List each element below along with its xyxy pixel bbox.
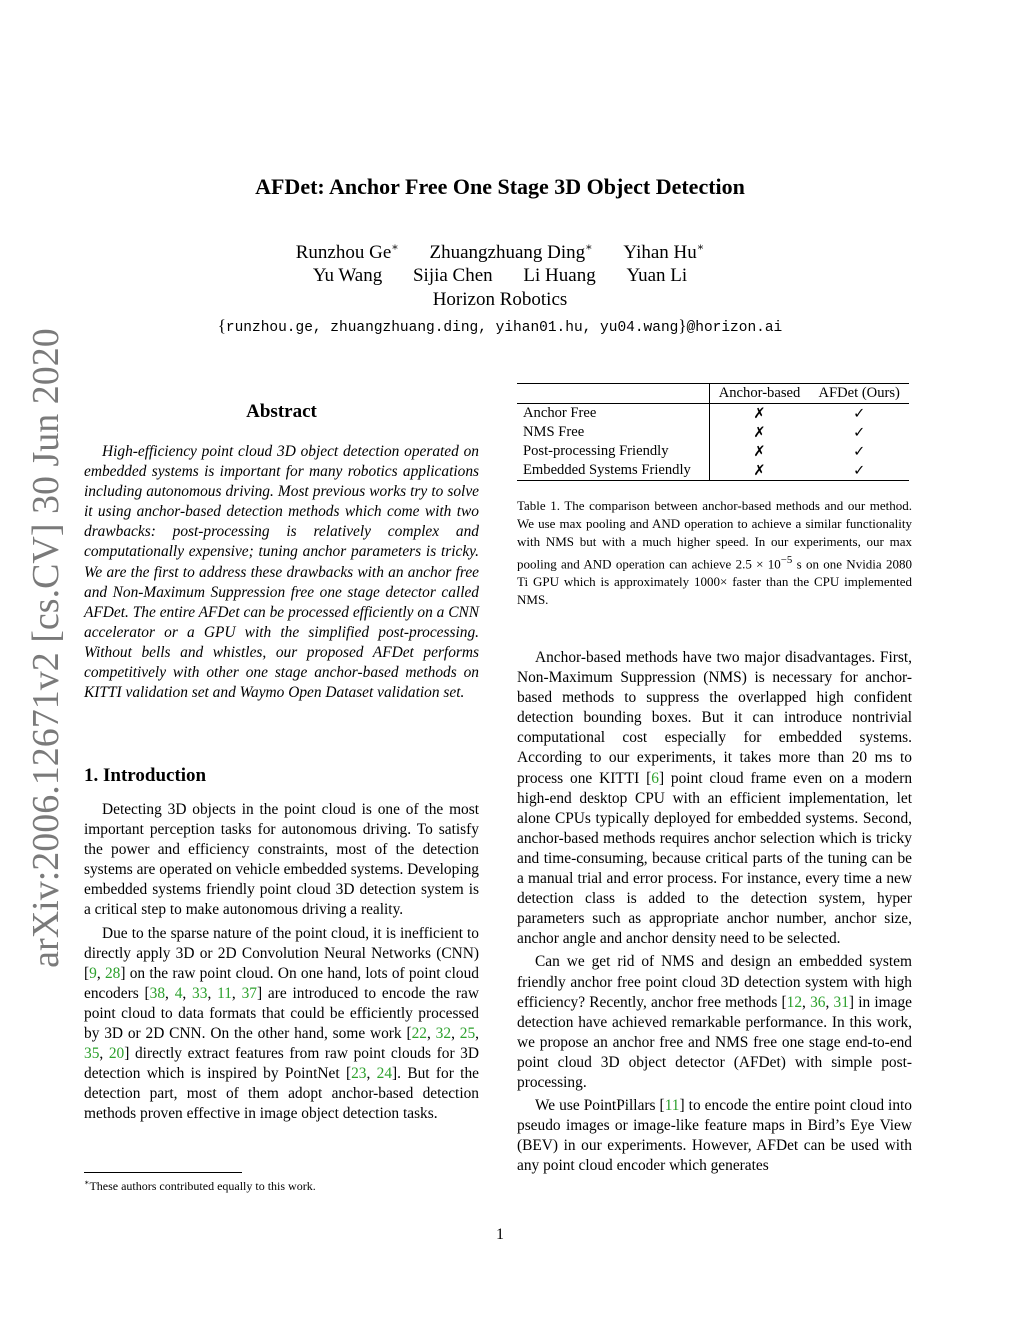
check-mark: ✓: [853, 405, 866, 422]
authors-line-2: [0, 265, 1000, 287]
table-row: [517, 442, 909, 461]
citation-link[interactable]: 28: [104, 964, 121, 982]
paragraph: Detecting 3D objects in the point cloud is one of the most important perception tasks for autonomous driving. To satisfy the power and efficiency constraints, most of the detection systems are operated on vehicle embedded systems. Developing embedded systems friendly point cloud 3D detection system is a critical step to make autonomous driving a reality.: [84, 801, 479, 919]
cross-mark: ✗: [753, 405, 766, 422]
citation-link[interactable]: 4: [174, 984, 183, 1002]
table-header-cell: AFDet (Ours): [818, 385, 900, 401]
citation-link[interactable]: 6: [651, 769, 659, 787]
footnote: ∗These authors contributed equally to this work.: [84, 1178, 316, 1193]
citation-link[interactable]: 38: [149, 984, 166, 1002]
paper-title: AFDet: Anchor Free One Stage 3D Object Detection: [255, 174, 745, 199]
author: Yihan Hu∗: [623, 242, 705, 264]
check-mark: ✓: [853, 424, 866, 441]
citation-link[interactable]: 35: [84, 1045, 100, 1063]
citation-link[interactable]: 22: [411, 1025, 427, 1043]
table-caption: Table 1. The comparison between anchor-based methods and our method. We use max pooling and AND operation to achieve a similar functionality with NMS but with a much higher speed. In our experiments, our max pooling and AND operation can achieve $2.5 \times 10^{-5}$ s on one Nvidia 2080 Ti GPU which is approximately 1000× faster than the CPU implemented NMS.: [517, 498, 912, 608]
table-header-row: [517, 384, 909, 404]
paragraph: Due to the sparse nature of the point cloud, it is inefficient to directly apply 3D or 2D Convolution Neural Networks (CNN) [9, 28] on the raw point cloud. On one hand, lots of point cloud encoders [38, 4, 33, 11, 37] are introduced to encode the raw point cloud to data formats that could be efficiently processed by 3D or 2D CNN. On the other hand, some work [22, 32, 25, 35, 20] directly extract features from raw point clouds for 3D detection which is inspired by PointNet [23, 24]. But for the detection part, most of them adopt anchor-based detection methods proven effective in image object detection tasks.: [84, 924, 479, 1123]
citation-link[interactable]: 20: [108, 1045, 125, 1063]
citation-link[interactable]: 11: [217, 984, 232, 1002]
author: Zhuangzhuang Ding∗: [429, 242, 593, 264]
table-row-label: Embedded Systems Friendly: [517, 461, 709, 481]
authors-line-1: [0, 241, 1000, 264]
cross-mark: ✗: [753, 462, 766, 479]
abstract-text: High-efficiency point cloud 3D object detection operated on embedded systems is important for many robotics applications including autonomous driving. Most previous works try to solve it using anchor-based detection methods which come with two drawbacks: post-processing is relatively complex and computationally expensive; tuning anchor parameters is tricky. We are the first to address these drawbacks with an anchor free and Non-Maximum Suppression free one stage detector called AFDet. The entire AFDet can be processed efficiently on a CNN accelerator or a GPU with the simplified post-processing. Without bells and whistles, our proposed AFDet performs competitively with other one stage anchor-based methods on KITTI validation set and Waymo Open Dataset validation set.: [84, 443, 479, 702]
abstract-heading: Abstract: [246, 401, 317, 422]
page-number: 1: [496, 1226, 504, 1243]
right-column-body: [517, 648, 912, 1179]
citation-link[interactable]: 24: [376, 1065, 393, 1083]
comparison-table: [517, 383, 909, 481]
paragraph: We use PointPillars [11] to encode the entire point cloud into pseudo images or image-like feature maps in Bird’s Eye View (BEV) in our experiments. However, AFDet can be used with any point cloud encoder which generates: [517, 1097, 912, 1175]
author-emails: {runzhou.ge, zhuangzhuang.ding, yihan01.hu, yu04.wang}@horizon.ai: [217, 316, 783, 336]
citation-link[interactable]: 31: [833, 993, 849, 1011]
table-row: [517, 423, 909, 442]
check-mark: ✓: [853, 443, 866, 460]
affiliation: Horizon Robotics: [432, 289, 568, 310]
citation-link[interactable]: 25: [459, 1025, 476, 1043]
citation-link[interactable]: 37: [241, 984, 257, 1002]
cross-mark: ✗: [753, 424, 766, 441]
footnote-rule: [84, 1172, 242, 1173]
citation-link[interactable]: 11: [664, 1097, 680, 1115]
cross-mark: ✗: [753, 443, 766, 460]
author: Sijia Chen: [412, 265, 493, 286]
table-row-label: NMS Free: [517, 423, 709, 442]
check-mark: ✓: [853, 462, 866, 479]
paragraph: Can we get rid of NMS and design an embedded system friendly anchor free point cloud 3D detection system with high efficiency? Recently, anchor free methods [12, 36, 31] in image detection have achieved remarkable performance. In this work, we propose an anchor free and NMS free one stage end-to-end point cloud 3D object detector (AFDet) with simple post-processing.: [517, 953, 912, 1091]
citation-link[interactable]: 23: [351, 1065, 367, 1083]
arxiv-identifier: arXiv:2006.12671v2 [cs.CV] 30 Jun 2020: [25, 328, 67, 968]
citation-link[interactable]: 32: [435, 1025, 452, 1043]
citation-link[interactable]: 12: [786, 993, 803, 1011]
table-header-cell: Anchor-based: [718, 385, 801, 401]
citation-link[interactable]: 33: [192, 984, 208, 1002]
left-column-body: [84, 800, 479, 1128]
author: Li Huang: [523, 265, 596, 286]
author: Yuan Li: [626, 265, 688, 286]
author: Yu Wang: [312, 265, 383, 286]
table-header-cell: [517, 384, 709, 404]
paragraph: Anchor-based methods have two major disadvantages. First, Non-Maximum Suppression (NMS) is necessary for anchor-based methods to suppress the overlapped high confident detection bounding boxes. But it can introduce nontrivial computational cost especially for embedded systems. According to our experiments, it takes more than 20 ms to process one KITTI [6] point cloud frame even on a modern high-end desktop CPU with an efficient implementation, let alone CPUs typically deployed for embedded systems. Second, anchor-based methods requires anchor selection which is tricky and time-consuming, because critical parts of the tuning can be a manual trial and error process. For instance, every time a new detection class is added to the detection system, hyper parameters such as appropriate anchor number, anchor size, anchor angle and anchor density need to be selected.: [517, 649, 913, 948]
table-row-label: Anchor Free: [517, 404, 709, 424]
author: Runzhou Ge∗: [295, 242, 399, 264]
table-row: [517, 404, 909, 424]
table-row: [517, 461, 909, 481]
table-row-label: Post-processing Friendly: [517, 442, 709, 461]
citation-link[interactable]: 36: [810, 993, 826, 1011]
section-heading-introduction: 1. Introduction: [84, 765, 207, 786]
citation-link[interactable]: 9: [89, 964, 97, 982]
